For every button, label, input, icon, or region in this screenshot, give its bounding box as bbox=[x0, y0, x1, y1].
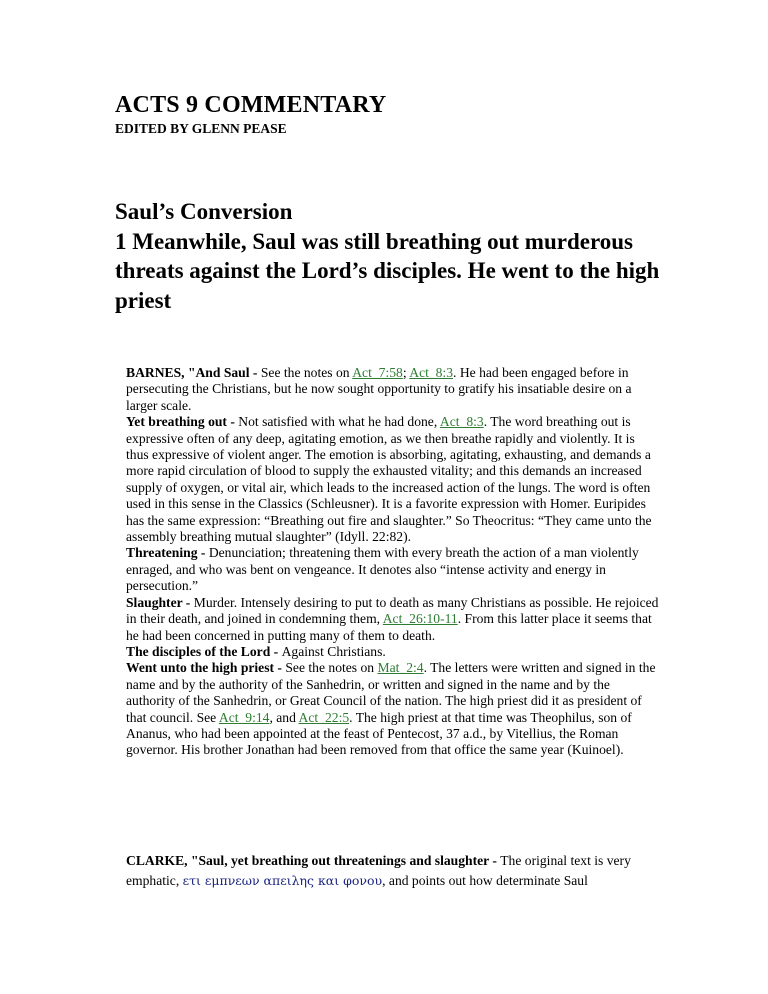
text: . The letters were written and signed in the name and by the authority of the Sanhedrin, or written and signed in the name and by the authority of the Sanhedrin, or Great Council of the nation. The high priest did it as president of that council. See bbox=[126, 660, 656, 725]
scripture-link[interactable]: Act_26:10-11 bbox=[382, 611, 458, 627]
clarke-commentary bbox=[115, 851, 660, 891]
text: Not satisfied with what he had done, bbox=[238, 414, 440, 430]
barnes-paragraph-2 bbox=[115, 414, 660, 545]
barnes-lead: BARNES, "And Saul - bbox=[126, 365, 261, 380]
term-lead: The disciples of the Lord - bbox=[126, 643, 282, 659]
scripture-link[interactable]: Act_7:58 bbox=[352, 365, 403, 380]
barnes-commentary bbox=[115, 365, 660, 759]
barnes-paragraph-6 bbox=[115, 660, 660, 758]
section-title: Saul’s Conversion bbox=[115, 199, 293, 224]
section-heading bbox=[115, 197, 660, 315]
barnes-paragraph-1 bbox=[115, 365, 660, 414]
scripture-link[interactable]: Mat_2:4 bbox=[377, 660, 424, 676]
scripture-link[interactable]: Act_22:5 bbox=[298, 709, 350, 725]
text: The original text is very emphatic, bbox=[126, 853, 631, 888]
verse-text: 1 Meanwhile, Saul was still breathing out murderous threats against the Lord’s disciples. He went to the high priest bbox=[115, 228, 660, 313]
text: See the notes on bbox=[260, 365, 353, 380]
clarke-lead: CLARKE, "Saul, yet breathing out threatenings and slaughter - bbox=[126, 853, 501, 868]
text: , and bbox=[269, 709, 299, 725]
term-lead: Slaughter - bbox=[126, 594, 194, 610]
text: , and points out how determinate Saul bbox=[382, 873, 588, 888]
text: . He had been engaged before in persecuting the Christians, but he now sought opportunity to gratify his insatiable desire on a larger scale. bbox=[126, 365, 632, 413]
text: Murder. Intensely desiring to put to death as many Christians as possible. He rejoiced in their death, and joined in condemning them, bbox=[126, 594, 659, 627]
scripture-link[interactable]: Act_9:14 bbox=[218, 709, 270, 725]
text: ; bbox=[402, 365, 410, 380]
text: . The word breathing out is expressive often of any deep, agitating emotion, as we then breathe rapidly and violently. It is thus expressive of violent anger. The emotion is absorbing, agitating, exhausting, and demands a more rapid circulation of blood to supply the exhausted vitality; and this demands an increased supply of oxygen, or vital air, which leads to the increased action of the lungs. The word is often used in this sense in the Classics (Schleusner). It is a favorite expression with Homer. Euripides has the same expression: “Breathing out fire and slaughter.” So Theocritus: “They came unto the assembly breathing mutual slaughter” (Idyll. 22:82). bbox=[126, 414, 652, 545]
barnes-paragraph-4 bbox=[115, 595, 660, 644]
clarke-paragraph bbox=[115, 851, 660, 891]
term-lead: Threatening - bbox=[126, 545, 209, 561]
document-editor: EDITED BY GLENN PEASE bbox=[115, 121, 287, 136]
term-lead: Went unto the high priest - bbox=[126, 660, 286, 676]
greek-text: ετι εμπνεων απειλης και φονου bbox=[182, 873, 383, 888]
barnes-paragraph-3 bbox=[115, 545, 660, 594]
scripture-link[interactable]: Act_8:3 bbox=[439, 414, 484, 430]
text: See the notes on bbox=[285, 660, 378, 676]
text: Denunciation; threatening them with every breath the action of a man violently enraged, and who was bent on vengeance. It denotes also “intense activity and energy in persecution.” bbox=[126, 545, 639, 594]
term-lead: Yet breathing out - bbox=[126, 414, 239, 430]
text: Against Christians. bbox=[281, 643, 386, 659]
document-title: ACTS 9 COMMENTARY bbox=[115, 92, 387, 118]
text: . From this latter place it seems that he had been concerned in putting many of them to death. bbox=[126, 611, 652, 643]
scripture-link[interactable]: Act_8:3 bbox=[409, 365, 454, 380]
barnes-paragraph-5 bbox=[115, 644, 660, 660]
text: . The high priest at that time was Theophilus, son of Ananus, who had been appointed at the feast of Pentecost, 37 a.d., by Vitellius, the Roman governor. His brother Jonathan had been removed from that office the same year (Kuinoel). bbox=[126, 709, 632, 758]
